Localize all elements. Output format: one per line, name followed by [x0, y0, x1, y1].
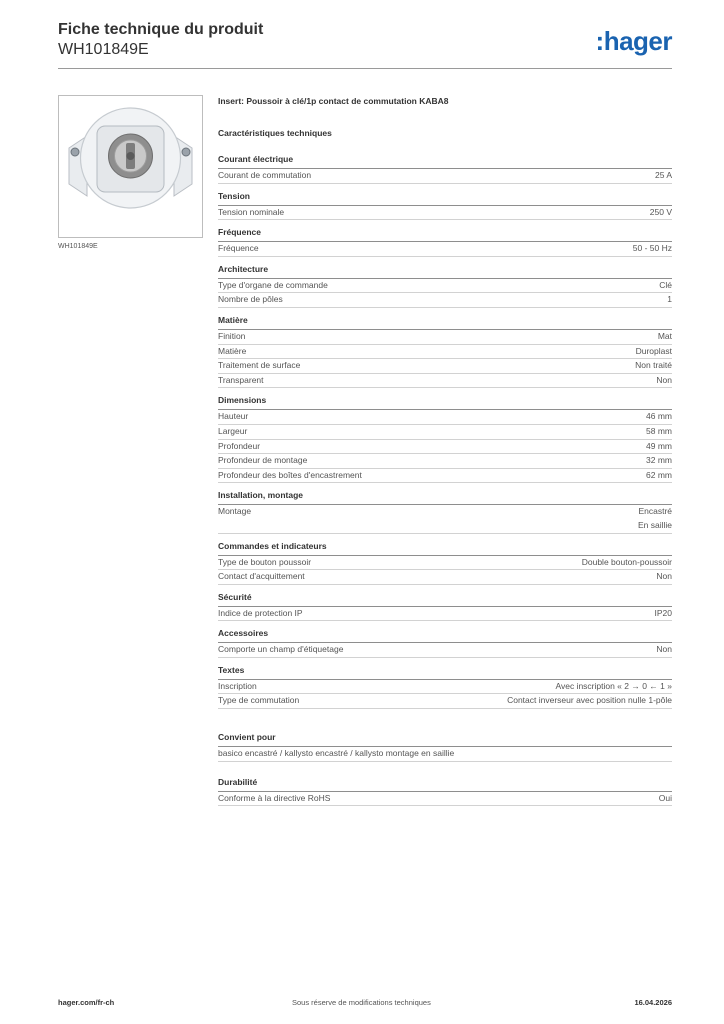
spec-row: [218, 747, 672, 762]
spec-row: [218, 570, 672, 585]
spec-value-line: 1: [667, 294, 672, 305]
spec-label: Contact d'acquittement: [218, 571, 305, 582]
spec-value: [507, 694, 672, 708]
footer-notice: Sous réserve de modifications techniques: [292, 998, 431, 1007]
spec-label: Transparent: [218, 374, 264, 385]
spec-row: [218, 330, 672, 345]
spec-label: Comporte un champ d'étiquetage: [218, 644, 344, 655]
spec-value: [646, 454, 672, 468]
spec-value: [659, 279, 672, 293]
spec-value-line: 49 mm: [646, 440, 672, 451]
group-title: Textes: [218, 665, 672, 680]
push-button-key-icon: [59, 96, 202, 237]
spec-value: [655, 607, 673, 621]
spec-value: [655, 169, 672, 183]
spec-value-line: En saillie: [637, 519, 672, 530]
footer-date: 16.04.2026: [634, 998, 672, 1007]
group-title: Convient pour: [218, 732, 672, 747]
spec-value: [656, 570, 672, 584]
spec-label: Largeur: [218, 425, 248, 436]
spec-value: [650, 206, 672, 220]
spec-group: [218, 154, 672, 184]
spec-label: Conforme à la directive RoHS: [218, 792, 331, 803]
header-divider: [58, 68, 672, 69]
spec-label: Inscription: [218, 680, 257, 691]
tech-heading: Caractéristiques techniques: [218, 128, 332, 138]
spec-group: [218, 191, 672, 221]
spec-groups: [218, 154, 672, 709]
spec-row: [218, 556, 672, 571]
spec-row: [218, 440, 672, 455]
spec-group: [218, 264, 672, 308]
spec-value: [633, 242, 672, 256]
spec-value: [636, 345, 672, 359]
spec-row: [218, 643, 672, 658]
spec-value-line: Duroplast: [635, 345, 672, 356]
spec-row: [218, 345, 672, 360]
spec-group: [218, 490, 672, 533]
spec-value-line: Avec inscription « 2 → 0 ← 1 »: [555, 680, 672, 691]
spec-label: Type d'organe de commande: [218, 279, 328, 290]
spec-group: [218, 395, 672, 483]
spec-group: [218, 541, 672, 585]
product-code: WH101849E: [58, 41, 149, 58]
spec-value: [667, 293, 672, 307]
spec-row: [218, 374, 672, 389]
spec-label: Indice de protection IP: [218, 607, 303, 618]
spec-value: [658, 330, 672, 344]
spec-row: [218, 279, 672, 294]
spec-value: Oui: [658, 792, 672, 803]
spec-value-line: Non: [656, 571, 672, 582]
page-title: Fiche technique du produit: [58, 21, 264, 38]
spec-label: Montage: [218, 506, 252, 517]
spec-value-line: 25 A: [654, 170, 672, 180]
group-title: Commandes et indicateurs: [218, 541, 672, 556]
spec-label: Matière: [218, 345, 247, 356]
group-title: Courant électrique: [218, 154, 672, 169]
spec-value: [635, 359, 672, 373]
spec-label: Nombre de pôles: [218, 294, 283, 305]
spec-label: Profondeur des boîtes d'encastrement: [218, 469, 362, 480]
group-title: Sécurité: [218, 592, 672, 607]
spec-row: [218, 425, 672, 440]
spec-value-line: Non: [656, 374, 672, 385]
page-header: [58, 20, 672, 70]
spec-row: [218, 469, 672, 484]
footer-website: hager.com/fr-ch: [58, 998, 115, 1007]
spec-row: [218, 505, 672, 533]
group-title: Dimensions: [218, 395, 672, 410]
spec-group: [218, 628, 672, 658]
spec-group: [218, 315, 672, 388]
convient-group: [218, 732, 672, 762]
image-caption: WH101849E: [58, 243, 98, 250]
spec-row: [218, 410, 672, 425]
spec-row: [218, 242, 672, 257]
spec-row: [218, 359, 672, 374]
insert-title: Insert: Poussoir à clé/1p contact de commutation KABA8: [218, 96, 449, 106]
durabilite-group: [218, 777, 672, 807]
group-title: Durabilité: [218, 777, 672, 792]
group-title: Architecture: [218, 264, 672, 279]
spec-row: [218, 792, 672, 807]
spec-content: [218, 96, 672, 813]
spec-value-line: IP20: [654, 607, 672, 618]
spec-value-line: 32 mm: [646, 455, 672, 466]
product-image: [58, 95, 203, 238]
spec-group: [218, 592, 672, 622]
spec-label: Finition: [218, 330, 246, 341]
spec-row: [218, 680, 672, 695]
spec-value: [656, 374, 672, 388]
spec-value: [646, 469, 672, 483]
spec-value-line: Non: [656, 644, 672, 655]
group-title: Matière: [218, 315, 672, 330]
spec-value-line: Encastré: [638, 506, 672, 517]
spec-group: [218, 665, 672, 709]
spec-value: [656, 643, 672, 657]
spec-value-line: 250 V: [649, 206, 672, 217]
spec-label: Courant de commutation: [218, 170, 312, 180]
spec-row: [218, 293, 672, 308]
spec-value-line: 62 mm: [646, 469, 672, 480]
spec-value-line: 50 - 50 Hz: [632, 243, 672, 254]
spec-label: Type de commutation: [218, 695, 300, 706]
spec-row: [218, 169, 672, 184]
spec-label: Profondeur: [218, 440, 261, 451]
spec-row: [218, 454, 672, 469]
spec-value: [646, 425, 672, 439]
spec-label: basico encastré / kallysto encastré / kallysto montage en saillie: [218, 748, 455, 759]
group-title: Tension: [218, 191, 672, 206]
spec-label: Tension nominale: [218, 206, 285, 217]
spec-row: [218, 607, 672, 622]
spec-value: [582, 556, 672, 570]
spec-row: [218, 694, 672, 709]
spec-label: Hauteur: [218, 411, 249, 422]
spec-value: [646, 410, 672, 424]
spec-value-line: Contact inverseur avec position nulle 1-pôle: [507, 695, 672, 706]
group-title: Installation, montage: [218, 490, 672, 505]
spec-value-line: 46 mm: [646, 411, 672, 422]
spec-label: Fréquence: [218, 243, 259, 254]
spec-value: [646, 440, 672, 454]
spec-value-line: Clé: [659, 279, 672, 290]
spec-value-line: Mat: [657, 330, 672, 341]
group-title: Accessoires: [218, 628, 672, 643]
hager-logo: :hager: [595, 26, 672, 56]
spec-value-line: Non traité: [635, 360, 672, 371]
spec-value-line: 58 mm: [646, 425, 672, 436]
spec-value: [555, 680, 672, 694]
spec-label: Traitement de surface: [218, 360, 301, 371]
spec-value: [638, 505, 672, 532]
spec-group: [218, 227, 672, 257]
spec-label: Type de bouton poussoir: [218, 556, 312, 567]
group-title: Fréquence: [218, 227, 672, 242]
spec-label: Profondeur de montage: [218, 455, 308, 466]
spec-row: [218, 206, 672, 221]
spec-value-line: Double bouton-poussoir: [581, 556, 672, 567]
